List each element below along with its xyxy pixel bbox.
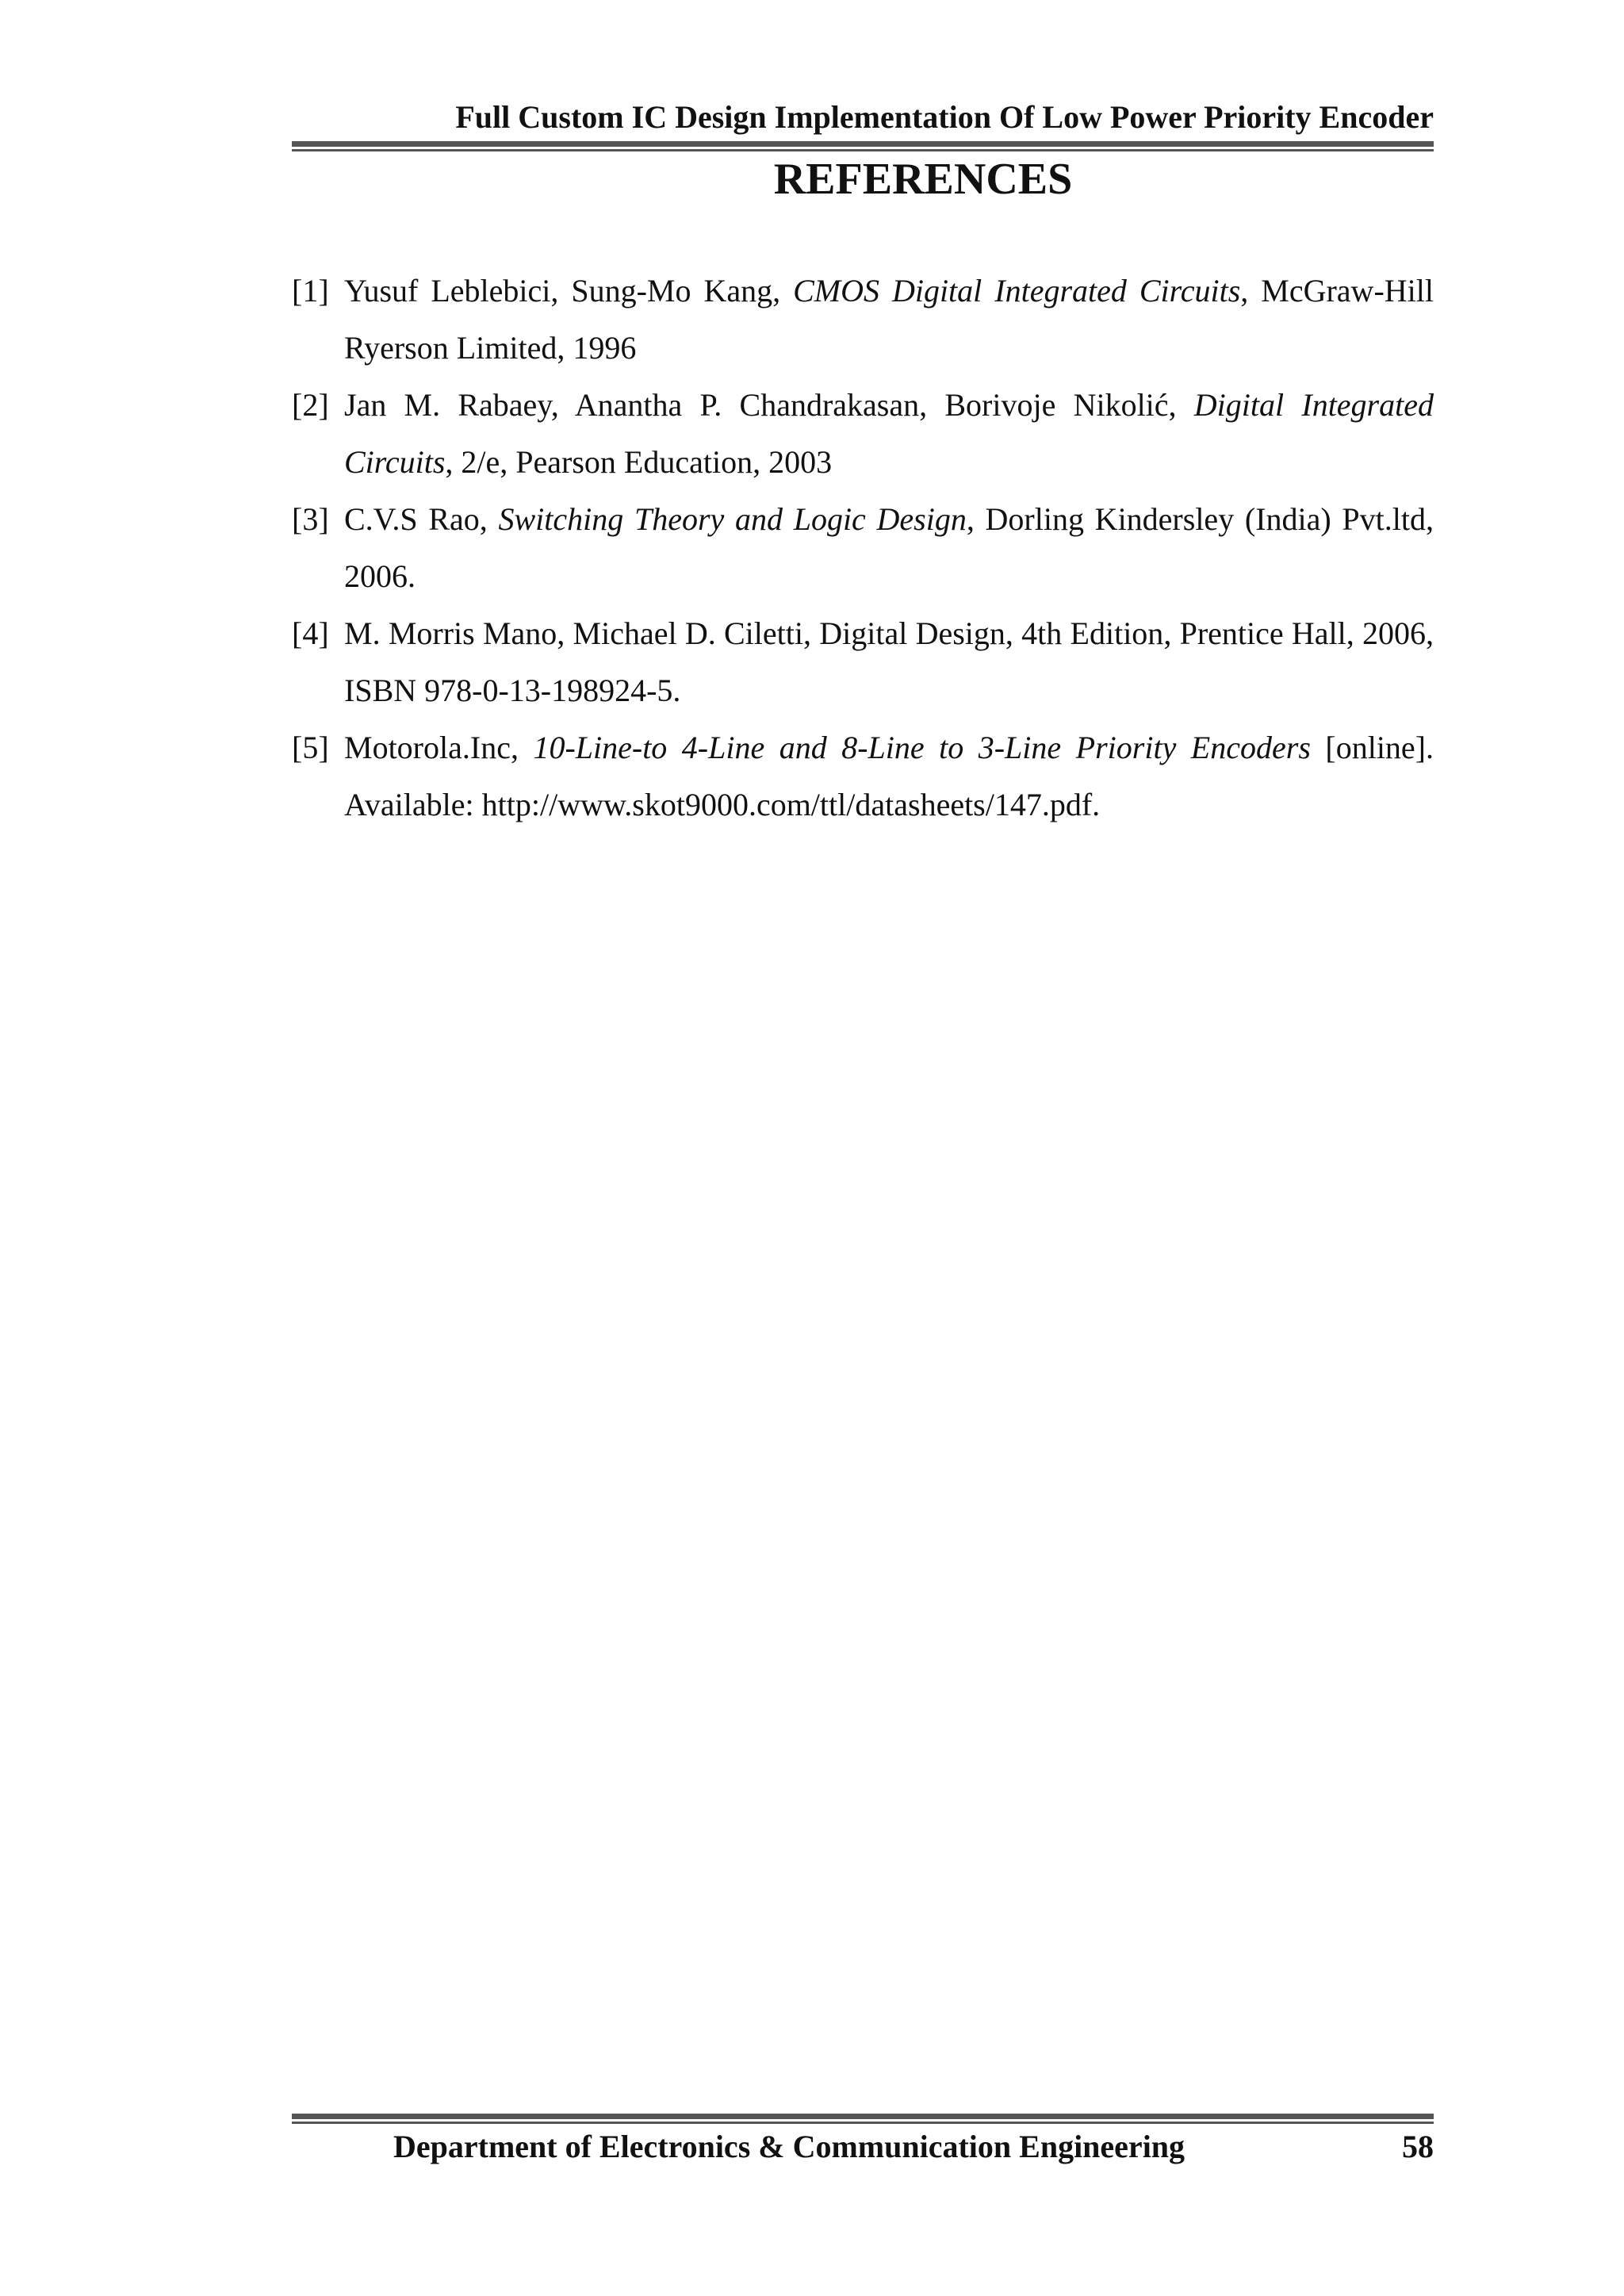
reference-authors: M. Morris Mano, Michael D. Ciletti, Digital Design, 4th Edition, Prentice Hall, 2006, ISBN 978-0-13-198924-5. bbox=[344, 615, 1434, 708]
reference-number: [4] bbox=[292, 615, 329, 651]
reference-text bbox=[344, 719, 1434, 834]
reference-text bbox=[344, 263, 1434, 377]
reference-text bbox=[344, 605, 1434, 719]
reference-title: 10-Line-to 4-Line and 8-Line to 3-Line Priority Encoders bbox=[533, 730, 1311, 765]
reference-publisher: , McGraw-Hill Ryerson Limited, 1996 bbox=[344, 273, 1434, 366]
reference-text bbox=[344, 377, 1434, 491]
reference-authors: Motorola.Inc, bbox=[344, 730, 534, 765]
footer-department: Department of Electronics & Communication Engineering bbox=[393, 2129, 1185, 2164]
reference-title: Switching Theory and Logic Design bbox=[498, 501, 967, 537]
header-rule-thick-line bbox=[292, 141, 1434, 147]
reference-item bbox=[292, 377, 1434, 491]
reference-list bbox=[292, 263, 1434, 834]
reference-number: [2] bbox=[292, 387, 329, 423]
reference-number: [5] bbox=[292, 730, 329, 765]
reference-item bbox=[292, 263, 1434, 377]
reference-authors: C.V.S Rao, bbox=[344, 501, 499, 537]
reference-title: Digital Integrated Circuits bbox=[344, 387, 1434, 480]
reference-authors: Yusuf Leblebici, Sung-Mo Kang, bbox=[344, 273, 794, 309]
reference-item bbox=[292, 719, 1434, 834]
reference-item bbox=[292, 491, 1434, 605]
reference-number: [3] bbox=[292, 501, 329, 537]
page-number: 58 bbox=[1402, 2129, 1434, 2164]
reference-title: CMOS Digital Integrated Circuits bbox=[793, 273, 1241, 309]
reference-number: [1] bbox=[292, 273, 329, 309]
reference-publisher: , 2/e, Pearson Education, 2003 bbox=[445, 444, 833, 480]
reference-item bbox=[292, 605, 1434, 719]
reference-authors: Jan M. Rabaey, Anantha P. Chandrakasan, Borivoje Nikolić, bbox=[344, 387, 1194, 423]
page-title: REFERENCES bbox=[773, 155, 1073, 204]
reference-text bbox=[344, 491, 1434, 605]
reference-publisher: , Dorling Kindersley (India) Pvt.ltd, 2006. bbox=[344, 501, 1434, 594]
footer-rule-thick-line bbox=[292, 2114, 1434, 2119]
running-header: Full Custom IC Design Implementation Of Low Power Priority Encoder bbox=[455, 99, 1434, 135]
reference-publisher: [online]. Available: http://www.skot9000.com/ttl/datasheets/147.pdf. bbox=[344, 730, 1434, 822]
page-footer bbox=[292, 2123, 1434, 2171]
